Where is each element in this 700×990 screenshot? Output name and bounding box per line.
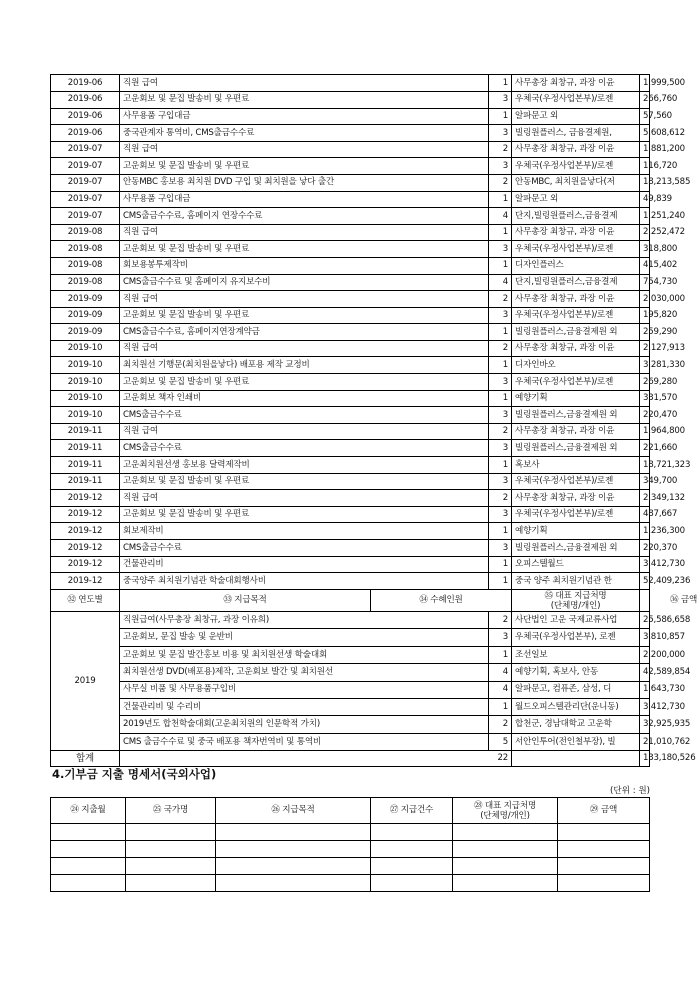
summary-recipient: 합천군, 경남대학교 고운학 <box>512 716 640 733</box>
cell-count: 2 <box>489 291 512 308</box>
cell-recipient: 우체국(우정사업본부)/로젠 <box>512 506 640 523</box>
cell-month: 2019-11 <box>51 473 120 490</box>
foreign-blank-cell <box>126 875 216 892</box>
cell-count: 3 <box>489 440 512 457</box>
foreign-blank-cell <box>51 875 126 892</box>
cell-count: 1 <box>489 108 512 125</box>
total-blank <box>512 751 640 767</box>
foreign-blank-cell <box>371 858 453 875</box>
foreign-blank-cell <box>453 858 558 875</box>
cell-count: 3 <box>489 506 512 523</box>
cell-month: 2019-08 <box>51 274 120 291</box>
total-label: 합계 <box>51 751 120 767</box>
cell-amount: 220,470 <box>640 407 650 424</box>
foreign-blank-cell <box>51 841 126 858</box>
cell-recipient: 사무총장 최창규, 과장 이윤 <box>512 340 640 357</box>
summary-row <box>51 629 650 646</box>
summary-recipient: 예향기획, 혹보사, 안동 <box>512 664 640 681</box>
cell-month: 2019-09 <box>51 307 120 324</box>
summary-recipient: 서안인투어(전인철부장), 빌 <box>512 733 640 750</box>
summary-count: 5 <box>489 733 512 750</box>
header-count: ㉞ 수혜인원 <box>371 590 512 612</box>
cell-purpose: 중국양주 최치원기념관 학술대회행사비 <box>120 573 489 590</box>
cell-purpose: CMS출금수수료 <box>120 407 489 424</box>
header-recipient-line2: (단체명/개인) <box>550 600 601 611</box>
summary-amount: 1,643,730 <box>640 681 650 698</box>
cell-amount: 3,281,330 <box>640 357 650 374</box>
cell-count: 1 <box>489 257 512 274</box>
cell-recipient: 빌링원플러스,금융결제원 외 <box>512 440 640 457</box>
foreign-blank-cell <box>126 858 216 875</box>
summary-amount: 3,810,857 <box>640 629 650 646</box>
cell-purpose: 직원 급여 <box>120 490 489 507</box>
cell-month: 2019-07 <box>51 208 120 225</box>
cell-month: 2019-07 <box>51 174 120 191</box>
cell-amount: 331,570 <box>640 390 650 407</box>
cell-recipient: 중국 양주 최치원기념관 한 <box>512 573 640 590</box>
cell-month: 2019-12 <box>51 523 120 540</box>
table-row <box>51 307 650 324</box>
cell-amount: 754,730 <box>640 274 650 291</box>
table-row <box>51 208 650 225</box>
foreign-header-month: ㉔ 지출월 <box>51 798 126 824</box>
unit-label: (단위 : 원) <box>610 786 650 796</box>
cell-purpose: 건물관리비 <box>120 556 489 573</box>
foreign-blank-cell <box>51 824 126 841</box>
foreign-header-country: ㉕ 국가명 <box>126 798 216 824</box>
cell-recipient: 안동MBC, 최치원을낳다(저 <box>512 174 640 191</box>
cell-count: 2 <box>489 174 512 191</box>
cell-month: 2019-11 <box>51 423 120 440</box>
cell-purpose: 사무용품 구입대금 <box>120 191 489 208</box>
table-row <box>51 357 650 374</box>
cell-purpose: CMS출금수수료, 홈페이지 연장수수료 <box>120 208 489 225</box>
cell-month: 2019-09 <box>51 291 120 308</box>
cell-recipient: 사무총장 최창규, 과장 이윤 <box>512 423 640 440</box>
cell-month: 2019-07 <box>51 191 120 208</box>
foreign-header-row <box>51 798 650 824</box>
summary-count: 1 <box>489 698 512 715</box>
table-row <box>51 440 650 457</box>
foreign-blank-cell <box>51 858 126 875</box>
cell-month: 2019-12 <box>51 490 120 507</box>
cell-month: 2019-12 <box>51 573 120 590</box>
cell-recipient: 빌링원플러스,금융결제원 외 <box>512 324 640 341</box>
cell-count: 4 <box>489 208 512 225</box>
cell-purpose: 고운최치원선생 홍보용 달력제작비 <box>120 457 489 474</box>
cell-count: 1 <box>489 457 512 474</box>
cell-purpose: CMS출금수수료, 홈페이지연장계약금 <box>120 324 489 341</box>
cell-amount: 266,760 <box>640 91 650 108</box>
cell-count: 3 <box>489 473 512 490</box>
cell-month: 2019-08 <box>51 241 120 258</box>
cell-recipient: 알파문고 외 <box>512 191 640 208</box>
cell-count: 1 <box>489 573 512 590</box>
cell-count: 3 <box>489 540 512 557</box>
cell-purpose: 회보제작비 <box>120 523 489 540</box>
header-recipient-line1: ㉟ 대표 지급처명 <box>544 590 607 601</box>
foreign-header-purpose: ㉖ 지급목적 <box>216 798 371 824</box>
cell-month: 2019-08 <box>51 224 120 241</box>
cell-purpose: 중국관계자 통역비, CMS출금수수료 <box>120 125 489 142</box>
foreign-blank-cell <box>216 841 371 858</box>
cell-month: 2019-11 <box>51 440 120 457</box>
summary-purpose: 직원급여(사무총장 최창규, 과장 이유희) <box>120 612 489 629</box>
cell-count: 1 <box>489 523 512 540</box>
cell-purpose: 직원 급여 <box>120 291 489 308</box>
summary-count: 2 <box>489 612 512 629</box>
summary-recipient: 사단법인 고운 국제교류사업 <box>512 612 640 629</box>
cell-amount: 18,721,323 <box>640 457 650 474</box>
cell-count: 1 <box>489 224 512 241</box>
foreign-blank-cell <box>216 824 371 841</box>
cell-purpose: CMS출금수수료 <box>120 540 489 557</box>
cell-count: 3 <box>489 374 512 391</box>
summary-amount: 3,412,730 <box>640 698 650 715</box>
summary-row <box>51 612 650 629</box>
summary-purpose: 사무실 비품 및 사무용품구입비 <box>120 681 489 698</box>
foreign-blank-cell <box>371 841 453 858</box>
cell-count: 1 <box>489 75 512 92</box>
summary-count: 3 <box>489 629 512 646</box>
expense-detail-table <box>50 74 691 589</box>
cell-amount: 2,030,000 <box>640 291 650 308</box>
cell-count: 3 <box>489 307 512 324</box>
cell-amount: 2,127,913 <box>640 340 650 357</box>
cell-month: 2019-10 <box>51 340 120 357</box>
table-row <box>51 291 650 308</box>
cell-month: 2019-12 <box>51 506 120 523</box>
cell-purpose: 고운회보 및 문집 발송비 및 우편료 <box>120 506 489 523</box>
table-row <box>51 191 650 208</box>
cell-recipient: 사무총장 최창규, 과장 이윤 <box>512 490 640 507</box>
table-row <box>51 407 650 424</box>
summary-row <box>51 664 650 681</box>
summary-total-row <box>51 751 650 767</box>
foreign-blank-cell <box>558 824 650 841</box>
table-row <box>51 340 650 357</box>
foreign-blank-cell <box>558 858 650 875</box>
cell-amount: 349,700 <box>640 473 650 490</box>
cell-purpose: 직원 급여 <box>120 423 489 440</box>
foreign-header-recipient <box>453 798 558 824</box>
cell-amount: 1,881,200 <box>640 141 650 158</box>
cell-recipient: 우체국(우정사업본부)/로젠 <box>512 158 640 175</box>
summary-purpose: 고운회보, 문집 발송 및 운반비 <box>120 629 489 646</box>
foreign-expense-table <box>50 797 650 892</box>
cell-amount: 487,667 <box>640 506 650 523</box>
cell-month: 2019-10 <box>51 357 120 374</box>
summary-recipient: 우체국(우정사업본부), 로젠 <box>512 629 640 646</box>
cell-count: 2 <box>489 423 512 440</box>
cell-purpose: 안동MBC 홍보용 최치원 DVD 구입 및 최치원을 낳다 출간 <box>120 174 489 191</box>
summary-year: 2019 <box>51 612 120 751</box>
cell-purpose: 고운회보 및 문집 발송비 및 우편료 <box>120 307 489 324</box>
cell-count: 3 <box>489 158 512 175</box>
summary-recipient: 월드오피스텔관리단(운니동) <box>512 698 640 715</box>
foreign-header-recipient-line1: ㉘ 대표 지급처명 <box>473 800 537 811</box>
summary-row <box>51 681 650 698</box>
summary-purpose: 건물관리비 및 수리비 <box>120 698 489 715</box>
table-row <box>51 540 650 557</box>
summary-amount: 32,925,935 <box>640 716 650 733</box>
cell-count: 1 <box>489 324 512 341</box>
summary-row <box>51 646 650 663</box>
foreign-blank-cell <box>453 841 558 858</box>
summary-count: 4 <box>489 664 512 681</box>
cell-recipient: 디자인플러스 <box>512 257 640 274</box>
foreign-blank-row <box>51 875 650 892</box>
total-amount: 133,180,526 <box>640 751 650 767</box>
cell-amount: 18,213,585 <box>640 174 650 191</box>
cell-recipient: 우체국(우정사업본부)/로젠 <box>512 374 640 391</box>
total-count: 22 <box>120 751 512 767</box>
cell-count: 2 <box>489 141 512 158</box>
foreign-blank-cell <box>453 824 558 841</box>
cell-recipient: 우체국(우정사업본부)/로젠 <box>512 473 640 490</box>
summary-recipient: 조선일보 <box>512 646 640 663</box>
cell-count: 3 <box>489 407 512 424</box>
cell-count: 3 <box>489 125 512 142</box>
cell-month: 2019-09 <box>51 324 120 341</box>
summary-header-row <box>51 590 650 612</box>
cell-recipient: 사무총장 최창규, 과장 이윤 <box>512 141 640 158</box>
header-recipient <box>512 590 640 612</box>
cell-purpose: CMS출금수수료 및 홈페이지 유지보수비 <box>120 274 489 291</box>
cell-purpose: 고운회보 및 문집 발송비 및 우편료 <box>120 374 489 391</box>
cell-amount: 57,560 <box>640 108 650 125</box>
cell-count: 1 <box>489 357 512 374</box>
cell-purpose: 사무용품 구입대금 <box>120 108 489 125</box>
cell-amount: 2,349,132 <box>640 490 650 507</box>
cell-recipient: 단지,빌링원플러스,금융결제 <box>512 208 640 225</box>
table-row <box>51 174 650 191</box>
cell-month: 2019-12 <box>51 556 120 573</box>
cell-purpose: 고운회보 및 문집 발송비 및 우편료 <box>120 91 489 108</box>
summary-row <box>51 716 650 733</box>
foreign-header-amount: ㉙ 금액 <box>558 798 650 824</box>
cell-count: 2 <box>489 340 512 357</box>
foreign-blank-row <box>51 824 650 841</box>
foreign-blank-cell <box>453 875 558 892</box>
cell-recipient: 예향기획 <box>512 390 640 407</box>
summary-amount: 42,589,854 <box>640 664 650 681</box>
cell-recipient: 알파문고 외 <box>512 108 640 125</box>
cell-month: 2019-07 <box>51 158 120 175</box>
header-year: ㉜ 연도별 <box>51 590 120 612</box>
summary-purpose: CMS 출금수수료 및 중국 배포용 책자번역비 및 통역비 <box>120 733 489 750</box>
cell-recipient: 디자인바오 <box>512 357 640 374</box>
summary-count: 1 <box>489 646 512 663</box>
cell-month: 2019-10 <box>51 390 120 407</box>
cell-purpose: CMS출금수수료 <box>120 440 489 457</box>
table-row <box>51 374 650 391</box>
cell-count: 4 <box>489 274 512 291</box>
table-row <box>51 108 650 125</box>
cell-purpose: 직원 급여 <box>120 75 489 92</box>
cell-amount: 49,839 <box>640 191 650 208</box>
header-purpose: ㉝ 지급목적 <box>120 590 371 612</box>
cell-month: 2019-07 <box>51 141 120 158</box>
table-row <box>51 506 650 523</box>
cell-purpose: 고운회보 및 문집 발송비 및 우편료 <box>120 241 489 258</box>
cell-count: 3 <box>489 91 512 108</box>
cell-amount: 2,252,472 <box>640 224 650 241</box>
cell-month: 2019-12 <box>51 540 120 557</box>
table-row <box>51 224 650 241</box>
summary-amount: 21,010,762 <box>640 733 650 750</box>
table-row <box>51 324 650 341</box>
summary-amount: 2,200,000 <box>640 646 650 663</box>
cell-count: 1 <box>489 390 512 407</box>
cell-count: 1 <box>489 556 512 573</box>
cell-purpose: 고운회보 및 문집 발송비 및 우편료 <box>120 473 489 490</box>
cell-month: 2019-06 <box>51 108 120 125</box>
cell-recipient: 우체국(우정사업본부)/로젠 <box>512 91 640 108</box>
foreign-section-title: 4.기부금 지출 명세서(국외사업) <box>52 767 217 781</box>
table-row <box>51 490 650 507</box>
foreign-header-recipient-line2: (단체명/개인) <box>480 810 530 821</box>
table-row <box>51 125 650 142</box>
table-row <box>51 257 650 274</box>
cell-count: 1 <box>489 191 512 208</box>
cell-amount: 3,412,730 <box>640 556 650 573</box>
summary-purpose: 고운회보 및 문집 발간홍보 비용 및 최치원선생 학술대회 <box>120 646 489 663</box>
foreign-blank-cell <box>558 875 650 892</box>
yearly-summary-table <box>50 589 698 767</box>
cell-recipient: 단지,빌링원플러스,금융결제 <box>512 274 640 291</box>
cell-amount: 116,720 <box>640 158 650 175</box>
foreign-blank-cell <box>126 824 216 841</box>
table-row <box>51 390 650 407</box>
table-row <box>51 457 650 474</box>
summary-purpose: 2019년도 합천학술대회(고운최치원의 인문학적 가치) <box>120 716 489 733</box>
cell-recipient: 빌링원플러스, 금융결제원, <box>512 125 640 142</box>
summary-recipient: 알파문고, 컴퓨존, 삼성, 디 <box>512 681 640 698</box>
cell-amount: 1,999,500 <box>640 75 650 92</box>
cell-purpose: 고운회보 책자 인쇄비 <box>120 390 489 407</box>
cell-amount: 415,402 <box>640 257 650 274</box>
table-row <box>51 91 650 108</box>
table-row <box>51 473 650 490</box>
foreign-blank-row <box>51 841 650 858</box>
cell-count: 2 <box>489 490 512 507</box>
foreign-blank-cell <box>371 824 453 841</box>
cell-amount: 5,608,612 <box>640 125 650 142</box>
cell-recipient: 빌링원플러스,금융결제원 외 <box>512 540 640 557</box>
cell-amount: 318,800 <box>640 241 650 258</box>
cell-month: 2019-06 <box>51 91 120 108</box>
cell-purpose: 직원 급여 <box>120 141 489 158</box>
cell-amount: 220,370 <box>640 540 650 557</box>
cell-purpose: 회보용봉투제작비 <box>120 257 489 274</box>
foreign-header-count: ㉗ 지급건수 <box>371 798 453 824</box>
foreign-blank-cell <box>216 858 371 875</box>
cell-month: 2019-06 <box>51 125 120 142</box>
cell-recipient: 빌링원플러스,금융결제원 외 <box>512 407 640 424</box>
cell-recipient: 혹보사 <box>512 457 640 474</box>
header-amount: ㊱ 금액 <box>640 590 650 612</box>
cell-amount: 259,290 <box>640 324 650 341</box>
cell-purpose: 최치원선 기행문(최치원을낳다) 배포용 제작 교정비 <box>120 357 489 374</box>
summary-purpose: 최치원선생 DVD(배포용)제작, 고운회보 발간 및 최치원선 <box>120 664 489 681</box>
summary-count: 4 <box>489 681 512 698</box>
cell-amount: 1,251,240 <box>640 208 650 225</box>
table-row <box>51 75 650 92</box>
cell-month: 2019-10 <box>51 374 120 391</box>
summary-count: 2 <box>489 716 512 733</box>
table-row <box>51 241 650 258</box>
foreign-blank-cell <box>126 841 216 858</box>
foreign-blank-cell <box>371 875 453 892</box>
foreign-blank-cell <box>558 841 650 858</box>
cell-amount: 195,820 <box>640 307 650 324</box>
table-row <box>51 556 650 573</box>
cell-month: 2019-11 <box>51 457 120 474</box>
summary-row <box>51 733 650 750</box>
cell-recipient: 사무총장 최창규, 과장 이윤 <box>512 75 640 92</box>
table-row <box>51 141 650 158</box>
cell-purpose: 고운회보 및 문집 발송비 및 우편료 <box>120 158 489 175</box>
cell-amount: 52,409,236 <box>640 573 650 590</box>
cell-purpose: 직원 급여 <box>120 224 489 241</box>
cell-recipient: 사무총장 최창규, 과장 이윤 <box>512 291 640 308</box>
cell-recipient: 예향기획 <box>512 523 640 540</box>
cell-recipient: 오피스텔월드 <box>512 556 640 573</box>
foreign-blank-cell <box>216 875 371 892</box>
cell-recipient: 우체국(우정사업본부)/로젠 <box>512 241 640 258</box>
table-row <box>51 523 650 540</box>
table-row <box>51 158 650 175</box>
cell-month: 2019-10 <box>51 407 120 424</box>
cell-recipient: 사무총장 최창규, 과장 이윤 <box>512 224 640 241</box>
cell-count: 3 <box>489 241 512 258</box>
cell-amount: 1,964,800 <box>640 423 650 440</box>
table-row <box>51 573 650 590</box>
cell-amount: 221,660 <box>640 440 650 457</box>
cell-recipient: 우체국(우정사업본부)/로젠 <box>512 307 640 324</box>
cell-month: 2019-06 <box>51 75 120 92</box>
summary-amount: 25,586,658 <box>640 612 650 629</box>
table-row <box>51 274 650 291</box>
cell-month: 2019-08 <box>51 257 120 274</box>
foreign-blank-row <box>51 858 650 875</box>
cell-amount: 269,280 <box>640 374 650 391</box>
cell-amount: 1,236,300 <box>640 523 650 540</box>
summary-row <box>51 698 650 715</box>
cell-purpose: 직원 급여 <box>120 340 489 357</box>
table-row <box>51 423 650 440</box>
